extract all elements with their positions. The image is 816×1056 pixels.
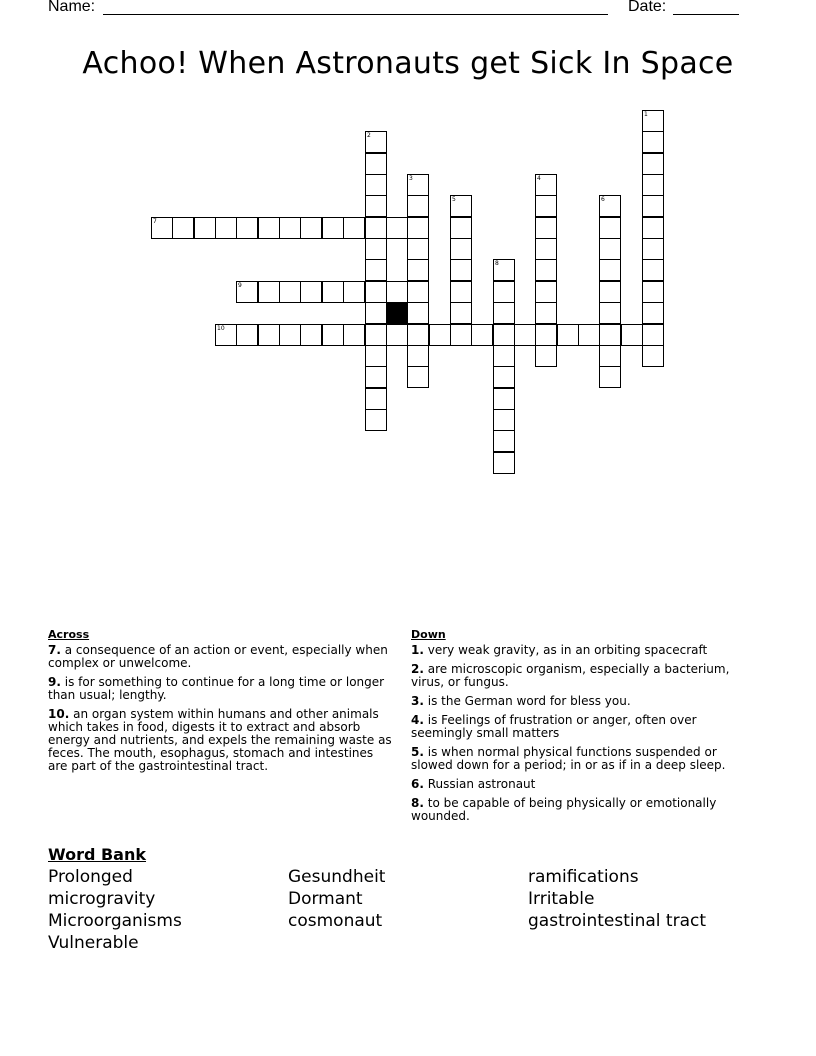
crossword-cell[interactable] [322,281,344,303]
crossword-cell[interactable] [471,324,493,346]
crossword-cell[interactable] [557,324,579,346]
crossword-cell[interactable] [450,195,472,217]
cell-number: 7 [153,218,157,225]
clue-text: to be capable of being physically or emotionally wounded. [411,796,717,823]
crossword-cell[interactable] [642,345,664,367]
date-label: Date: [628,0,667,15]
clue-number: 7. [48,643,61,657]
crossword-cell[interactable] [493,366,515,388]
crossword-cell[interactable] [322,217,344,239]
crossword-cell[interactable] [599,259,621,281]
crossword-cell[interactable] [365,324,387,346]
crossword-cell[interactable] [599,302,621,324]
clue-text: is for something to continue for a long time or longer than usual; lengthy. [48,675,385,702]
page-title: Achoo! When Astronauts get Sick In Space [82,46,734,81]
crossword-block [386,302,408,324]
clue-number: 8. [411,796,424,810]
word-bank-item: Gesundheit [288,867,386,887]
cell-number: 10 [217,325,225,332]
crossword-cell[interactable] [258,324,280,346]
crossword-cell[interactable] [450,259,472,281]
crossword-cell[interactable] [535,238,557,260]
crossword-cell[interactable] [236,281,258,303]
clue-down-2 [411,663,756,689]
clue-number: 3. [411,694,424,708]
crossword-cell[interactable] [642,238,664,260]
crossword-cell[interactable] [386,281,408,303]
crossword-cell[interactable] [407,345,429,367]
cell-number: 3 [409,175,413,182]
clue-down-6 [411,778,756,791]
word-bank-title: Word Bank [48,845,147,864]
word-bank-item: cosmonaut [288,911,383,931]
crossword-cell[interactable] [642,174,664,196]
crossword-cell[interactable] [386,324,408,346]
crossword-cell[interactable] [493,388,515,410]
word-bank-item: Irritable [528,889,595,909]
crossword-cell[interactable] [407,238,429,260]
down-heading: Down [411,628,446,641]
crossword-cell[interactable] [365,217,387,239]
clue-down-1 [411,644,756,657]
name-label: Name: [48,0,96,15]
crossword-cell[interactable] [642,217,664,239]
crossword-cell[interactable] [599,217,621,239]
crossword-cell[interactable] [535,281,557,303]
crossword-cell[interactable] [642,259,664,281]
crossword-cell[interactable] [343,324,365,346]
crossword-cell[interactable] [642,195,664,217]
clue-down-4 [411,714,756,740]
crossword-cell[interactable] [535,302,557,324]
crossword-cell[interactable] [429,324,451,346]
clue-number: 5. [411,745,424,759]
crossword-cell[interactable] [535,259,557,281]
cell-number: 1 [644,111,648,118]
crossword-cell[interactable] [493,324,515,346]
crossword-cell[interactable] [642,302,664,324]
cell-number: 4 [537,175,541,182]
crossword-cell[interactable] [493,409,515,431]
crossword-cell[interactable] [450,302,472,324]
clue-across-10 [48,708,393,773]
clue-number: 1. [411,643,424,657]
crossword-cell[interactable] [450,281,472,303]
clue-text: an organ system within humans and other animals which takes in food, digests it to extract and absorb energy and nutrients, and expels the remaining waste as feces. The mouth, esophagus, stomach and intestines are part of the gastrointestinal tract. [48,707,392,773]
crossword-cell[interactable] [215,217,237,239]
across-clues [48,628,393,779]
clue-text: is when normal physical functions suspended or slowed down for a period; in or as if in a deep sleep. [411,745,726,772]
crossword-cell[interactable] [493,430,515,452]
crossword-cell[interactable] [407,259,429,281]
cell-number: 6 [601,196,605,203]
crossword-cell[interactable] [236,324,258,346]
crossword-cell[interactable] [279,324,301,346]
crossword-cell[interactable] [535,324,557,346]
crossword-grid [0,0,816,520]
crossword-cell[interactable] [493,345,515,367]
crossword-cell[interactable] [450,324,472,346]
crossword-cell[interactable] [365,409,387,431]
crossword-cell[interactable] [407,217,429,239]
clue-number: 10. [48,707,70,721]
crossword-cell[interactable] [599,366,621,388]
down-clues [411,628,756,829]
crossword-cell[interactable] [343,281,365,303]
clue-across-9 [48,676,393,702]
crossword-cell[interactable] [365,259,387,281]
crossword-cell[interactable] [365,281,387,303]
crossword-cell[interactable] [322,324,344,346]
crossword-cell[interactable] [493,259,515,281]
crossword-cell[interactable] [365,174,387,196]
word-bank [48,845,768,966]
crossword-cell[interactable] [535,195,557,217]
crossword-cell[interactable] [599,238,621,260]
crossword-cell[interactable] [493,302,515,324]
crossword-cell[interactable] [407,281,429,303]
clue-down-8 [411,797,756,823]
crossword-cell[interactable] [599,345,621,367]
crossword-cell[interactable] [365,131,387,153]
crossword-cell[interactable] [279,281,301,303]
crossword-cell[interactable] [642,281,664,303]
crossword-cell[interactable] [215,324,237,346]
clue-text: is Feelings of frustration or anger, often over seemingly small matters [411,713,697,740]
cell-number: 2 [367,132,371,139]
cell-number: 9 [238,282,242,289]
crossword-cell[interactable] [300,217,322,239]
crossword-cell[interactable] [258,281,280,303]
clue-text: are microscopic organism, especially a bacterium, virus, or fungus. [411,662,730,689]
clue-number: 6. [411,777,424,791]
clue-down-5 [411,746,756,772]
crossword-cell[interactable] [343,217,365,239]
crossword-cell[interactable] [365,388,387,410]
word-bank-item: Microorganisms [48,911,182,931]
crossword-cell[interactable] [407,324,429,346]
word-bank-item: Prolonged [48,867,133,887]
crossword-cell[interactable] [258,217,280,239]
cell-number: 8 [495,260,499,267]
crossword-cell[interactable] [450,217,472,239]
crossword-cell[interactable] [300,281,322,303]
crossword-cell[interactable] [599,324,621,346]
crossword-cell[interactable] [151,217,173,239]
crossword-cell[interactable] [365,366,387,388]
crossword-cell[interactable] [407,302,429,324]
crossword-cell[interactable] [535,217,557,239]
clue-number: 9. [48,675,61,689]
clue-text: a consequence of an action or event, especially when complex or unwelcome. [48,643,388,670]
crossword-cell[interactable] [450,238,472,260]
crossword-cell[interactable] [493,452,515,474]
crossword-cell[interactable] [279,217,301,239]
crossword-cell[interactable] [194,217,216,239]
crossword-cell[interactable] [642,153,664,175]
clue-number: 2. [411,662,424,676]
word-bank-item: Vulnerable [48,933,139,953]
clue-down-3 [411,695,756,708]
crossword-cell[interactable] [300,324,322,346]
word-bank-item: Dormant [288,889,363,909]
crossword-cell[interactable] [407,195,429,217]
crossword-cell[interactable] [578,324,600,346]
crossword-cell[interactable] [642,110,664,132]
crossword-cell[interactable] [236,217,258,239]
crossword-cell[interactable] [172,217,194,239]
word-bank-list [48,866,768,966]
crossword-cell[interactable] [493,281,515,303]
word-bank-item: microgravity [48,889,156,909]
clue-number: 4. [411,713,424,727]
crossword-cell[interactable] [535,345,557,367]
clue-text: Russian astronaut [427,777,536,791]
crossword-cell[interactable] [365,153,387,175]
word-bank-item: ramifications [528,867,639,887]
across-heading: Across [48,628,90,641]
crossword-cell[interactable] [407,366,429,388]
crossword-cell[interactable] [365,302,387,324]
clue-text: very weak gravity, as in an orbiting spacecraft [427,643,708,657]
crossword-cell[interactable] [365,195,387,217]
cell-number: 5 [452,196,456,203]
crossword-cell[interactable] [642,324,664,346]
crossword-cell[interactable] [365,238,387,260]
word-bank-item: gastrointestinal tract [528,911,707,931]
crossword-cell[interactable] [386,217,408,239]
crossword-cell[interactable] [599,281,621,303]
crossword-cell[interactable] [407,174,429,196]
crossword-cell[interactable] [599,195,621,217]
clue-across-7 [48,644,393,670]
crossword-cell[interactable] [365,345,387,367]
crossword-cell[interactable] [535,174,557,196]
clue-text: is the German word for bless you. [427,694,631,708]
crossword-cell[interactable] [621,324,643,346]
crossword-cell[interactable] [514,324,536,346]
crossword-cell[interactable] [642,131,664,153]
